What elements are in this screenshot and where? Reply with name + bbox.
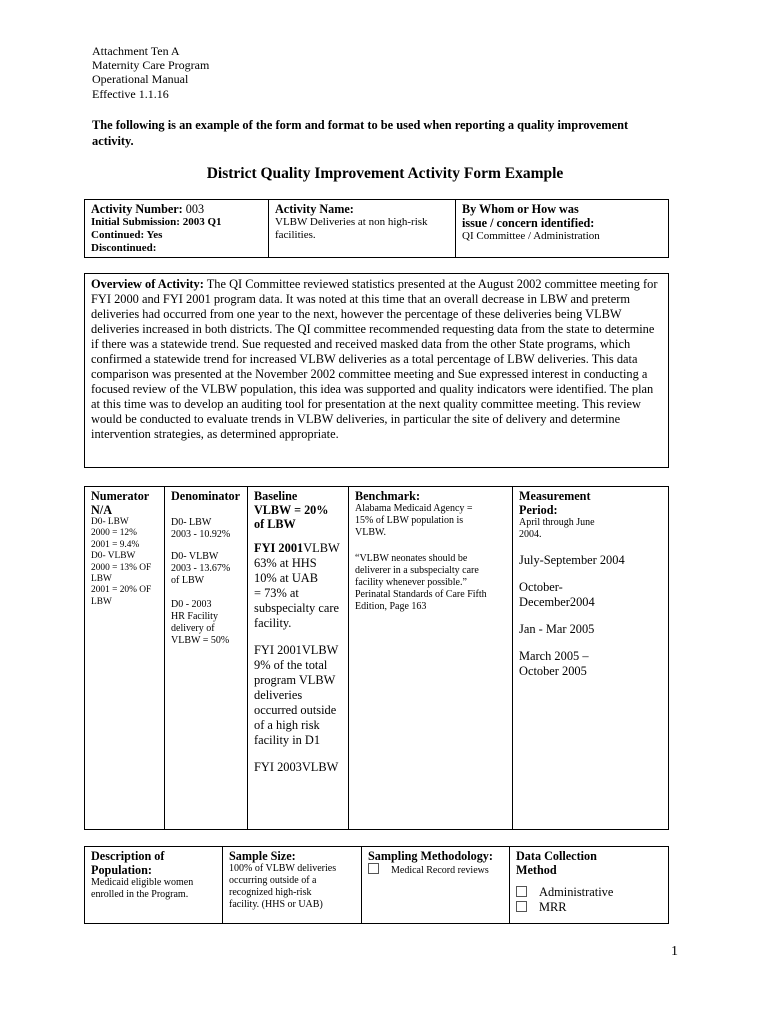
measures-table	[84, 486, 669, 830]
intro-text: The following is an example of the form and format to be used when reporting a quality improvement activity.	[92, 118, 629, 148]
measurement-period: 2004.	[519, 529, 542, 540]
baseline-fyi-label: FYI 2001	[254, 541, 304, 555]
initial-submission: Initial Submission: 2003 Q1	[91, 216, 222, 228]
page-number: 1	[671, 944, 678, 959]
measurement-period: October 2005	[519, 664, 587, 678]
benchmark-line: Perinatal Standards of Care Fifth	[355, 589, 487, 600]
baseline-line: facility in D1	[254, 733, 321, 747]
benchmark-line: VLBW.	[355, 527, 387, 538]
identified-by-label-1: By Whom or How was	[462, 202, 579, 216]
population-label: Description of	[91, 849, 165, 863]
sampling-method-option: Medical Record reviews	[391, 865, 489, 876]
numerator-sub: N/A	[91, 503, 112, 517]
activity-info-table	[84, 199, 669, 258]
denominator-line: of LBW	[171, 575, 205, 586]
data-collection-label: Data Collection	[516, 849, 597, 863]
checkbox-icon[interactable]	[516, 886, 527, 897]
continued-status: Continued: Yes	[91, 229, 163, 241]
header-line-manual: Operational Manual	[92, 72, 189, 87]
baseline-line: = 73% at	[254, 586, 299, 600]
denominator-line: D0- VLBW	[171, 551, 219, 562]
document-header	[92, 44, 209, 101]
benchmark-line: deliverer in a subspecialty care	[355, 565, 479, 576]
checkbox-icon[interactable]	[368, 863, 379, 874]
activity-number-cell	[85, 200, 269, 258]
benchmark-label: Benchmark:	[355, 489, 420, 503]
sample-size-line: recognized high-risk	[229, 887, 312, 898]
measurement-period: July-September 2004	[519, 553, 625, 567]
population-cell	[85, 847, 223, 924]
form-title: District Quality Improvement Activity Form Example	[206, 165, 564, 182]
denominator-line: HR Facility	[171, 611, 218, 622]
baseline-head: VLBW = 20%	[254, 503, 329, 517]
sample-size-line: facility. (HHS or UAB)	[229, 899, 323, 910]
numerator-line: LBW	[91, 596, 112, 607]
numerator-line: 2000 = 12%	[91, 528, 137, 539]
baseline-line: 9% of the total	[254, 658, 328, 672]
activity-name-value: VLBW Deliveries at non high-risk facilities.	[275, 216, 428, 241]
collection-option-administrative: Administrative	[539, 885, 614, 899]
numerator-line: D0- VLBW	[91, 551, 136, 562]
baseline-cell	[248, 487, 349, 830]
denominator-line: D0 - 2003	[171, 599, 212, 610]
denominator-line: D0- LBW	[171, 517, 212, 528]
measurement-period: December2004	[519, 595, 595, 609]
identified-by-label-2: issue / concern identified:	[462, 216, 595, 230]
measurement-period: Jan - Mar 2005	[519, 622, 595, 636]
overview-table	[84, 273, 669, 468]
overview-cell	[85, 274, 669, 468]
discontinued-status: Discontinued:	[91, 242, 157, 254]
baseline-line: FYI 2003VLBW	[254, 760, 339, 774]
baseline-head: of LBW	[254, 517, 296, 531]
benchmark-line: facility whenever possible.”	[355, 577, 467, 588]
header-line-effective: Effective 1.1.16	[92, 86, 169, 101]
activity-name-label: Activity Name:	[275, 202, 354, 216]
data-collection-cell	[510, 847, 669, 924]
baseline-line: deliveries	[254, 688, 303, 702]
numerator-line: LBW	[91, 574, 112, 585]
sampling-method-label: Sampling Methodology:	[368, 849, 493, 863]
baseline-line: subspecialty care	[254, 601, 339, 615]
numerator-label: Numerator	[91, 489, 150, 503]
activity-name-cell	[269, 200, 456, 258]
numerator-line: 2001 = 9.4%	[91, 539, 140, 550]
identified-by-value: QI Committee / Administration	[462, 230, 600, 242]
denominator-label: Denominator	[171, 489, 241, 503]
sample-size-line: occurring outside of a	[229, 875, 317, 886]
baseline-line: program VLBW	[254, 673, 336, 687]
baseline-line: FYI 2001VLBW	[254, 643, 339, 657]
data-collection-label: Method	[516, 863, 557, 877]
denominator-cell	[165, 487, 248, 830]
denominator-line: VLBW = 50%	[171, 635, 230, 646]
numerator-line: 2001 = 20% OF	[91, 585, 152, 596]
numerator-line: 2000 = 13% OF	[91, 562, 152, 573]
population-label: Population:	[91, 863, 152, 877]
sample-size-cell	[223, 847, 362, 924]
measurement-period-cell	[513, 487, 669, 830]
activity-number-value: 003	[185, 202, 205, 216]
numerator-cell	[85, 487, 165, 830]
baseline-fyi-rest: VLBW	[303, 541, 340, 555]
denominator-line: 2003 - 10.92%	[171, 529, 231, 540]
population-table	[84, 846, 669, 924]
baseline-line: 63% at HHS	[254, 556, 317, 570]
baseline-line: occurred outside	[254, 703, 337, 717]
benchmark-cell	[349, 487, 513, 830]
collection-option-mrr: MRR	[539, 900, 567, 914]
measurement-period: April through June	[519, 517, 595, 528]
benchmark-line: Edition, Page 163	[355, 601, 427, 612]
denominator-line: 2003 - 13.67%	[171, 563, 231, 574]
benchmark-line: “VLBW neonates should be	[355, 553, 468, 564]
header-line-attachment: Attachment Ten A	[92, 44, 180, 58]
sample-size-line: 100% of VLBW deliveries	[229, 863, 337, 874]
measurement-period: March 2005 –	[519, 649, 589, 663]
sample-size-label: Sample Size:	[229, 849, 296, 863]
baseline-line: 10% at UAB	[254, 571, 319, 585]
sampling-method-cell	[362, 847, 510, 924]
overview-text: The QI Committee reviewed statistics presented at the August 2002 committee meeting for FYI 2000 and FYI 2001 program data. It was noted at this time that an overall decrease in LBW and preterm deliveries had occurred from one year to the next, however the percentage of these deliveries being VLBW deliveries increased in both districts. The QI committee recommended requesting data from the state to determine if there was a statewide trend. Sue requested and received masked data from the other State programs, which confirmed a statewide trend for increased VLBW deliveries as a total percentage of LBW deliveries. This data comparison was presented at the November 2002 committee meeting and Sue expressed interest in conducting a focused review of the VLBW population, this idea was supported and quality indicators were identified. The plan at this time was to develop an auditing tool for presentation at the next quality committee meeting. This review would be conducted to evaluate trends in VLBW deliveries, in particular the site of delivery and determine intervention strategies, as determined appropriate.	[91, 277, 658, 442]
activity-number-label: Activity Number:	[91, 202, 183, 216]
measurement-label: Measurement	[519, 489, 591, 503]
identified-by-cell	[456, 200, 669, 258]
measurement-label: Period:	[519, 503, 558, 517]
baseline-line: facility.	[254, 616, 292, 630]
benchmark-line: 15% of LBW population is	[355, 515, 464, 526]
numerator-line: D0- LBW	[91, 517, 129, 527]
population-line: enrolled in the Program.	[91, 889, 189, 900]
benchmark-line: Alabama Medicaid Agency =	[355, 503, 473, 514]
population-line: Medicaid eligible women	[91, 877, 194, 888]
checkbox-icon[interactable]	[516, 901, 527, 912]
measurement-period: October-	[519, 580, 563, 594]
baseline-label: Baseline	[254, 489, 298, 503]
baseline-line: of a high risk	[254, 718, 320, 732]
denominator-line: delivery of	[171, 623, 215, 634]
header-line-program: Maternity Care Program	[92, 58, 210, 73]
overview-label: Overview of Activity:	[91, 277, 204, 291]
